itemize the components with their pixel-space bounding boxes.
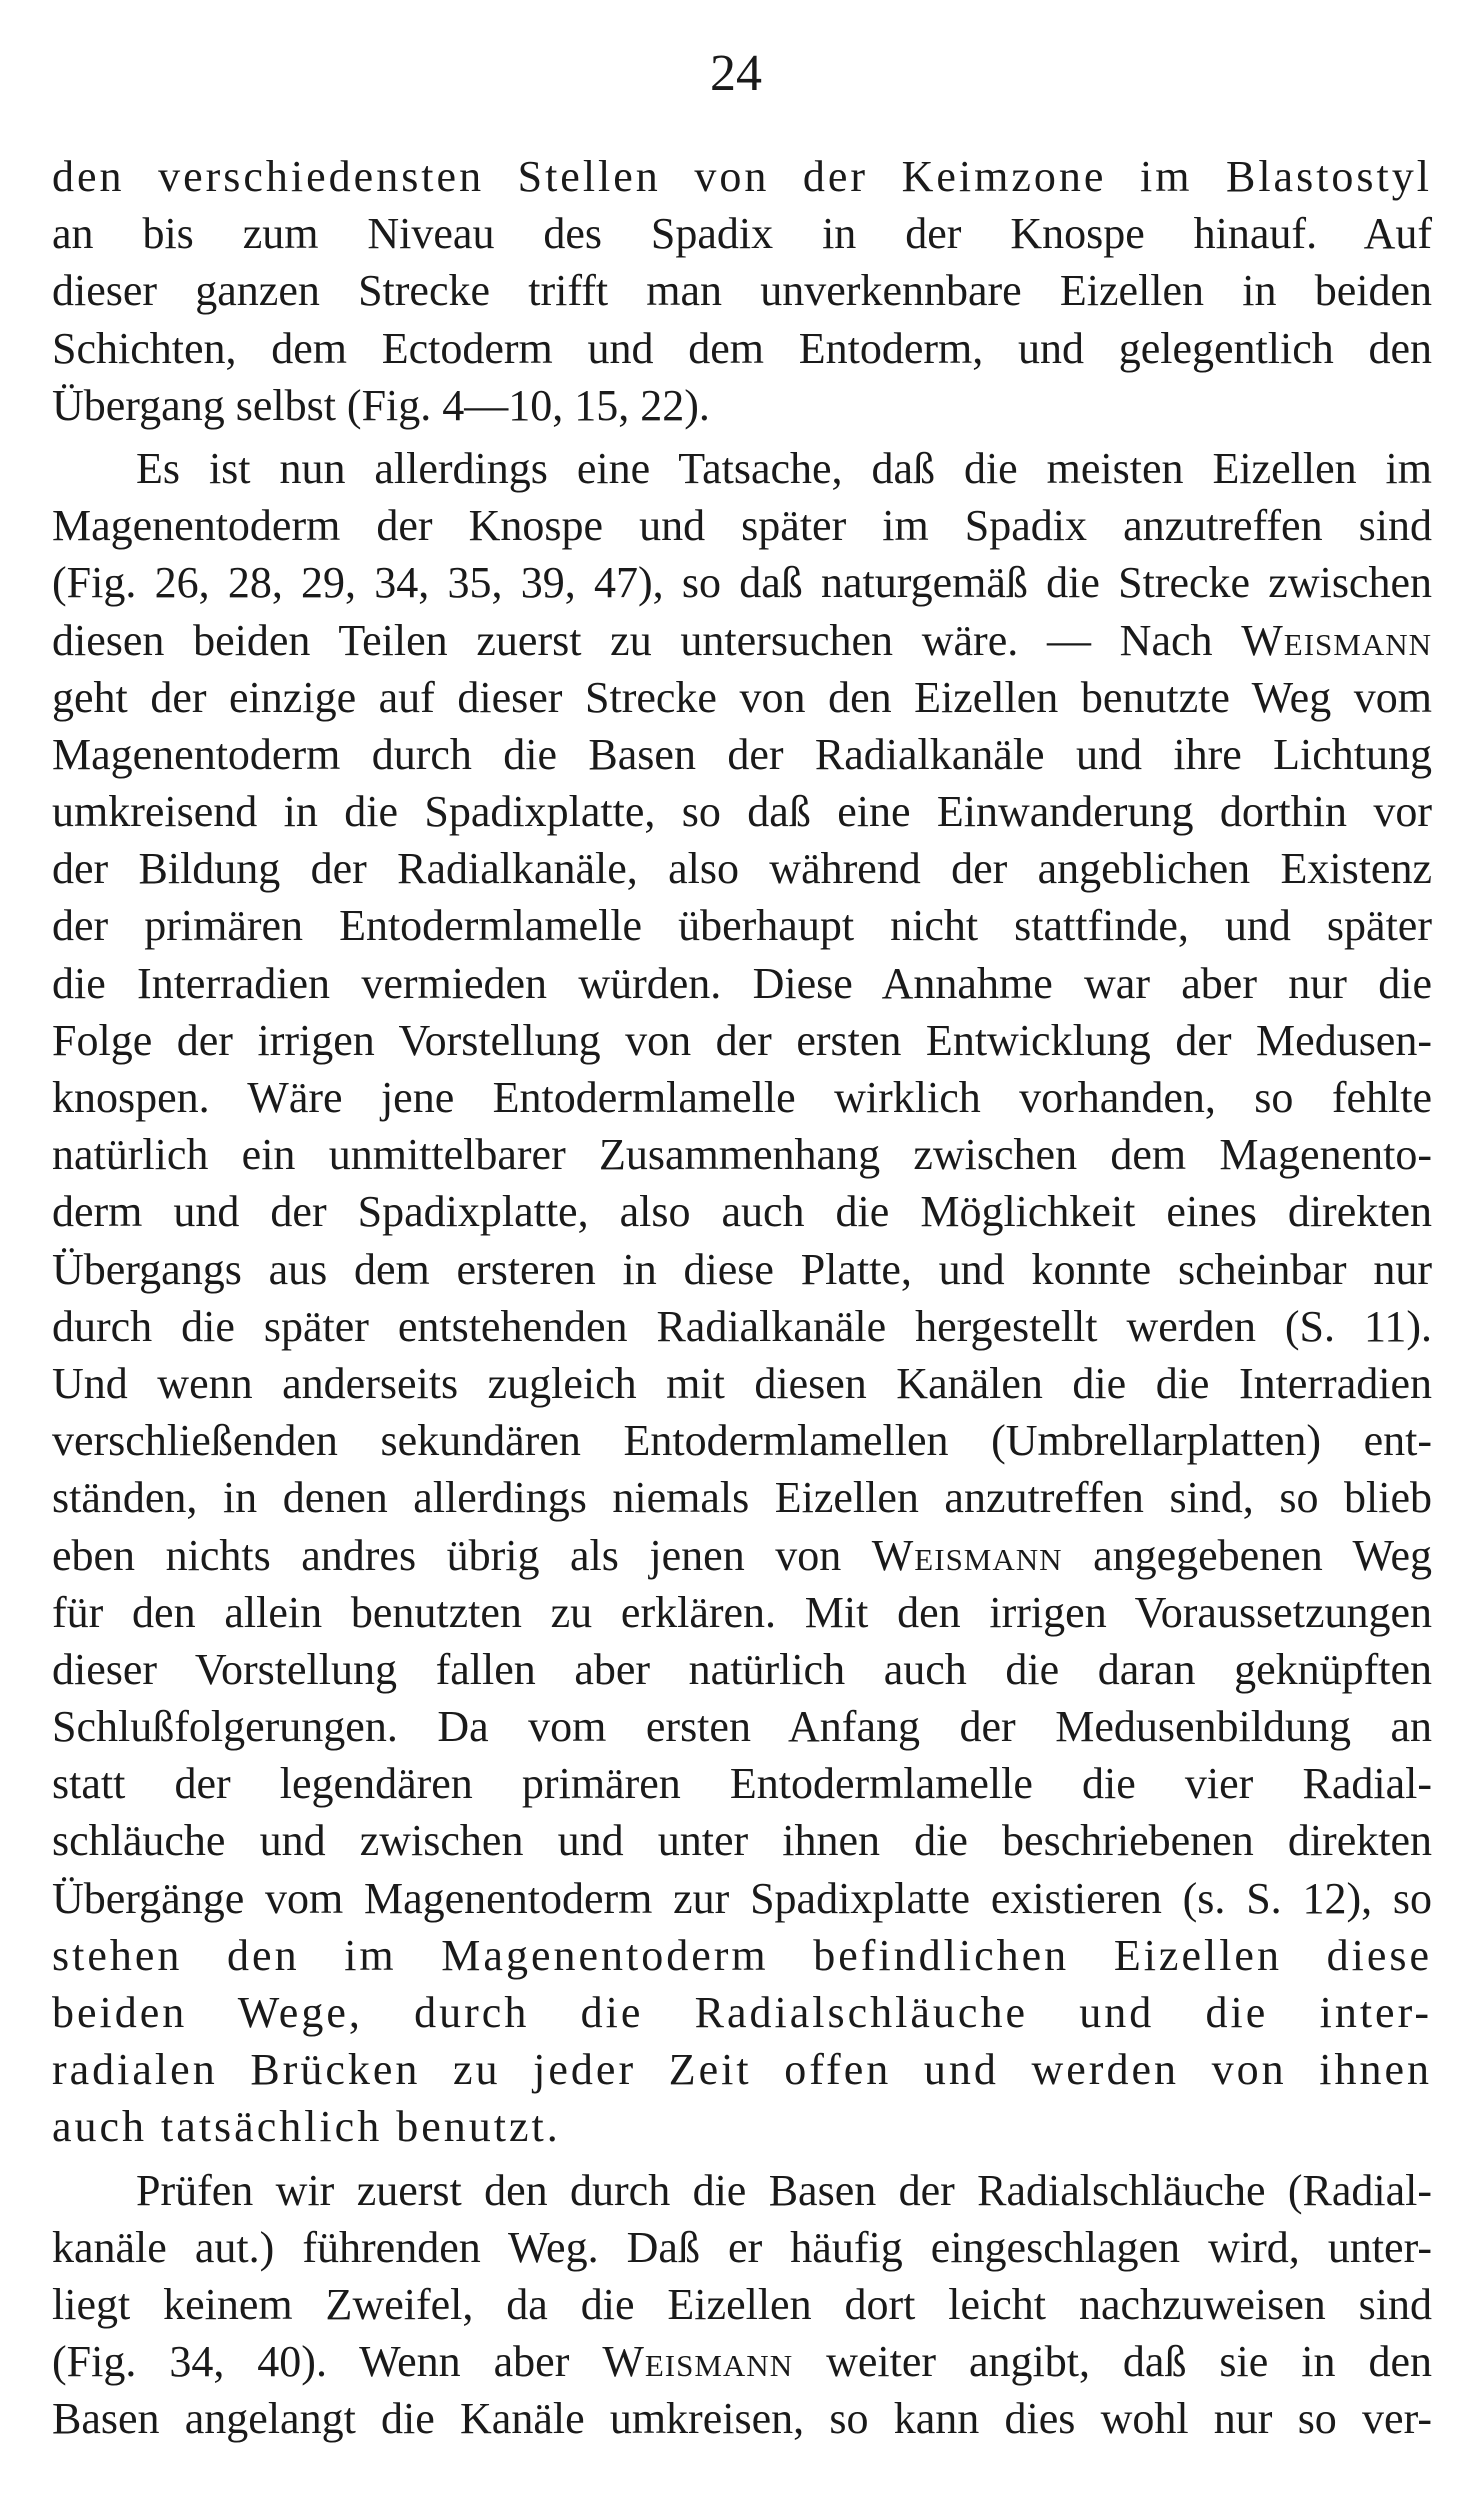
text-line: (Fig. 26, 28, 29, 34, 35, 39, 47), so daß naturgemäß die Strecke zwischen [52, 558, 1432, 608]
text-line: natürlich ein unmittelbarer Zusammenhang zwischen dem Magenento- [52, 1130, 1432, 1180]
text-line: diesen beiden Teilen zuerst zu untersuchen wäre. — Nach Weismann [52, 615, 1432, 665]
text-line: knospen. Wäre jene Entodermlamelle wirklich vorhanden, so fehlte [52, 1073, 1432, 1122]
text-line: die Interradien vermieden würden. Diese Annahme war aber nur die [52, 958, 1432, 1008]
text-line: dieser ganzen Strecke trifft man unverkennbare Eizellen in beiden [52, 266, 1432, 316]
text-line: den verschiedensten Stellen von der Keimzone im Blastostyl [52, 152, 1432, 201]
text-line: Folge der irrigen Vorstellung von der ersten Entwicklung der Medusen- [52, 1015, 1432, 1065]
text-line: kanäle aut.) führenden Weg. Daß er häufig eingeschlagen wird, unter- [52, 2222, 1432, 2272]
text-line: Basen angelangt die Kanäle umkreisen, so kann dies wohl nur so ver- [52, 2394, 1432, 2444]
text-line: schläuche und zwischen und unter ihnen die beschriebenen direkten [52, 1816, 1432, 1866]
paragraph-1 [52, 148, 1432, 434]
text-line: beiden Wege, durch die Radialschläuche und die inter- [52, 1988, 1432, 2037]
text-line: eben nichts andres übrig als jenen von Weismann angegebenen Weg [52, 1530, 1433, 1580]
text-line: für den allein benutzten zu erklären. Mit den irrigen Voraussetzungen [52, 1587, 1432, 1637]
text-line: der primären Entodermlamelle überhaupt nicht stattfinde, und später [52, 901, 1432, 951]
text-line: stehen den im Magenentoderm befindlichen Eizellen diese [52, 1930, 1432, 1980]
text-line: dieser Vorstellung fallen aber natürlich auch die daran geknüpften [52, 1644, 1432, 1694]
text-line: Übergangs aus dem ersteren in diese Platte, und konnte scheinbar nur [52, 1244, 1432, 1294]
text-line: radialen Brücken zu jeder Zeit offen und werden von ihnen [52, 2045, 1432, 2095]
text-line: derm und der Spadixplatte, also auch die Möglichkeit eines direkten [52, 1187, 1432, 1237]
author-name: Weismann [602, 2337, 794, 2387]
text-line: liegt keinem Zweifel, da die Eizellen dort leicht nachzuweisen sind [52, 2279, 1432, 2329]
text-line: Und wenn anderseits zugleich mit diesen Kanälen die die Interradien [52, 1358, 1432, 1408]
text-line: an bis zum Niveau des Spadix in der Knospe hinauf. Auf [52, 209, 1432, 259]
text-line: Magenentoderm der Knospe und später im Spadix anzutreffen sind [52, 501, 1432, 551]
text-line: Es ist nun allerdings eine Tatsache, daß die meisten Eizellen im [136, 443, 1432, 493]
text-line: Magenentoderm durch die Basen der Radialkanäle und ihre Lichtung [52, 729, 1432, 779]
text-line: Prüfen wir zuerst den durch die Basen der Radialschläuche (Radial- [136, 2165, 1432, 2215]
body-text [52, 148, 1432, 2448]
page-number: 24 [710, 45, 762, 102]
text-line: Übergang selbst (Fig. 4—10, 15, 22). [52, 380, 710, 430]
text-line: verschließenden sekundären Entodermlamellen (Umbrellarplatten) ent- [52, 1416, 1432, 1466]
paragraph-2 [52, 440, 1432, 2156]
text-line: Schlußfolgerungen. Da vom ersten Anfang der Medusenbildung an [52, 1702, 1432, 1752]
text-line: Übergänge vom Magenentoderm zur Spadixplatte existieren (s. S. 12), so [52, 1873, 1432, 1923]
text-line: geht der einzige auf dieser Strecke von den Eizellen benutzte Weg vom [52, 672, 1432, 722]
text-line: auch tatsächlich benutzt. [52, 2102, 561, 2152]
author-name: Weismann [1241, 615, 1432, 665]
text-line: der Bildung der Radialkanäle, also während der angeblichen Existenz [52, 844, 1432, 894]
text-line: umkreisend in die Spadixplatte, so daß eine Einwanderung dorthin vor [52, 787, 1432, 837]
text-line: statt der legendären primären Entodermlamelle die vier Radial- [52, 1759, 1432, 1809]
text-line: ständen, in denen allerdings niemals Eizellen anzutreffen sind, so blieb [52, 1473, 1432, 1523]
paragraph-3 [52, 2162, 1432, 2448]
text-line: (Fig. 34, 40). Wenn aber Weismann weiter angibt, daß sie in den [52, 2337, 1433, 2387]
text-line: durch die später entstehenden Radialkanäle hergestellt werden (S. 11). [52, 1301, 1432, 1351]
author-name: Weismann [871, 1530, 1063, 1580]
text-line: Schichten, dem Ectoderm und dem Entoderm, und gelegentlich den [52, 323, 1432, 373]
